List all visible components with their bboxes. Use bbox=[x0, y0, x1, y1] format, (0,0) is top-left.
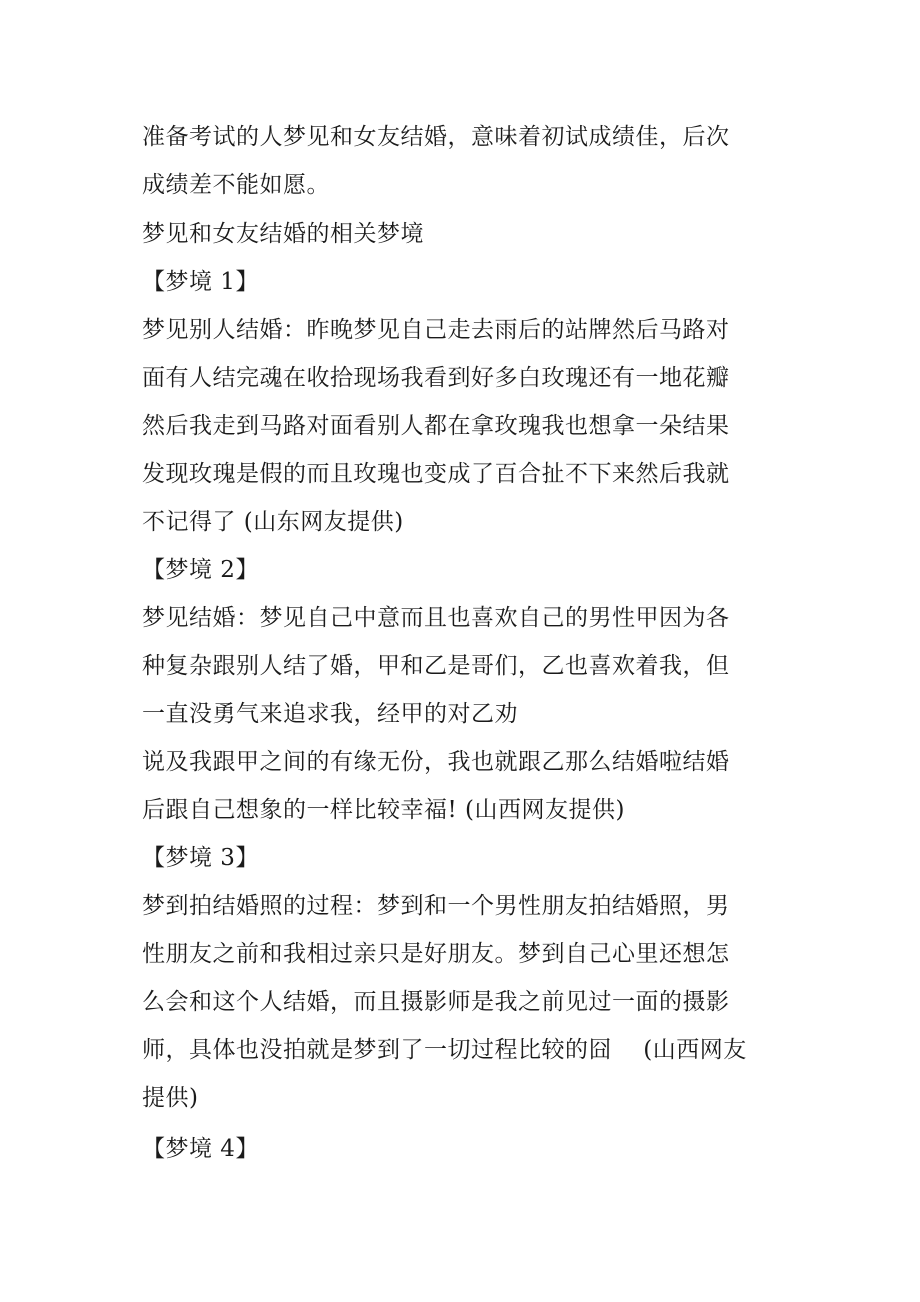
dream-heading-1: 【梦境 1】 bbox=[142, 269, 259, 295]
paragraph-line: 一直没勇气来追求我，经甲的对乙劝 bbox=[142, 701, 518, 727]
paragraph-line: 么会和这个人结婚，而且摄影师是我之前见过一面的摄影 bbox=[142, 989, 730, 1015]
paragraph-line: 梦到拍结婚照的过程：梦到和一个男性朋友拍结婚照，男 bbox=[142, 893, 730, 919]
paragraph-line: 后跟自己想象的一样比较幸福! (山西网友提供) bbox=[142, 797, 625, 823]
dream-heading-2: 【梦境 2】 bbox=[142, 557, 259, 583]
paragraph-line: 发现玫瑰是假的而且玫瑰也变成了百合扯不下来然后我就 bbox=[142, 461, 730, 487]
paragraph-line: 面有人结完魂在收拾现场我看到好多白玫瑰还有一地花瓣 bbox=[142, 365, 730, 391]
paragraph-line: 梦见别人结婚：昨晚梦见自己走去雨后的站牌然后马路对 bbox=[142, 317, 730, 343]
paragraph-line: 师，具体也没拍就是梦到了一切过程比较的囧 (山西网友 bbox=[142, 1037, 747, 1063]
dream-heading-3: 【梦境 3】 bbox=[142, 845, 259, 871]
paragraph-line: 说及我跟甲之间的有缘无份，我也就跟乙那么结婚啦结婚 bbox=[142, 749, 730, 775]
paragraph-line: 性朋友之前和我相过亲只是好朋友。梦到自己心里还想怎 bbox=[142, 941, 730, 967]
section-heading: 梦见和女友结婚的相关梦境 bbox=[142, 221, 424, 247]
paragraph-line: 成绩差不能如愿。 bbox=[142, 172, 330, 198]
paragraph-line: 准备考试的人梦见和女友结婚，意味着初试成绩佳，后次 bbox=[142, 124, 730, 150]
paragraph-line: 种复杂跟别人结了婚，甲和乙是哥们，乙也喜欢着我，但 bbox=[142, 653, 730, 679]
paragraph-line: 不记得了 (山东网友提供) bbox=[142, 509, 404, 535]
paragraph-line: 梦见结婚：梦见自己中意而且也喜欢自己的男性甲因为各 bbox=[142, 605, 730, 631]
paragraph-line: 然后我走到马路对面看别人都在拿玫瑰我也想拿一朵结果 bbox=[142, 413, 730, 439]
dream-heading-4: 【梦境 4】 bbox=[142, 1136, 259, 1162]
paragraph-line: 提供) bbox=[142, 1085, 199, 1111]
